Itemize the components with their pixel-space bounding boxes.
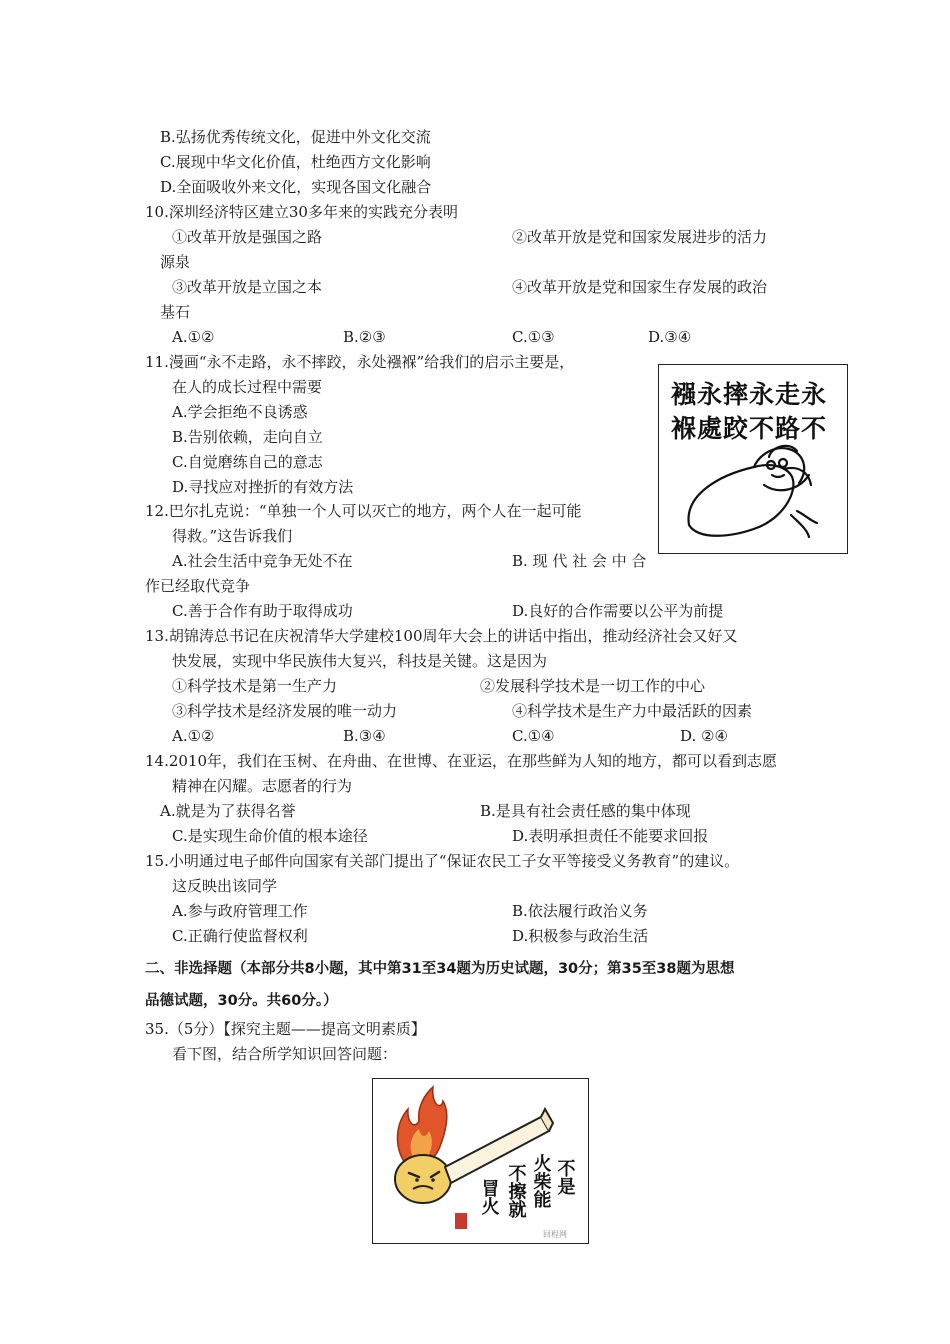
section-2-heading: 二、非选择题（本部分共8小题，其中第31至34题为历史试题，30分；第35至38题为思想 bbox=[145, 961, 735, 977]
q14-option-d: D.表明承担责任不能要求回报 bbox=[512, 827, 709, 845]
q13-statement-1: ①科学技术是第一生产力 bbox=[172, 677, 338, 695]
q15-stem-cont: 这反映出该同学 bbox=[172, 877, 278, 895]
q14-option-a: A.就是为了获得名誉 bbox=[160, 802, 296, 820]
q14-option-b: B.是具有社会责任感的集中体现 bbox=[480, 802, 691, 820]
section-2-heading-cont: 品德试题，30分。共60分。） bbox=[145, 993, 338, 1009]
q15-option-a: A.参与政府管理工作 bbox=[172, 902, 308, 920]
q13-stem: 13.胡锦涛总书记在庆祝清华大学建校100周年大会上的讲话中指出，推动经济社会又好又 bbox=[145, 627, 738, 645]
q9-option-b: B.弘扬优秀传统文化，促进中外文化交流 bbox=[160, 128, 431, 146]
q10-option-c: C.①③ bbox=[512, 328, 555, 346]
q11-option-c: C.自觉磨练自己的意志 bbox=[172, 453, 323, 471]
q13-statement-4: ④科学技术是生产力中最活跃的因素 bbox=[512, 702, 753, 720]
q13-option-d: D. ②④ bbox=[680, 727, 728, 745]
caption-column-3: 不擦就 bbox=[505, 1164, 527, 1218]
q11-stem-cont: 在人的成长过程中需要 bbox=[172, 378, 323, 396]
q15-option-b: B.依法履行政治义务 bbox=[512, 902, 648, 920]
q11-option-b: B.告别依赖，走向自立 bbox=[172, 428, 323, 446]
q10-statement-2-cont: 源泉 bbox=[160, 253, 191, 271]
cartoon-caption-row-2: 褓處跤不路不 bbox=[671, 414, 828, 443]
q11-option-a: A.学会拒绝不良诱惑 bbox=[172, 403, 308, 421]
q10-option-b: B.②③ bbox=[343, 328, 386, 346]
q9-option-c: C.展现中华文化价值，杜绝西方文化影响 bbox=[160, 153, 431, 171]
red-seal-icon bbox=[455, 1213, 467, 1229]
q15-stem: 15.小明通过电子邮件向国家有关部门提出了“保证农民工子女平等接受义务教育”的建议。 bbox=[145, 852, 740, 870]
q12-option-c: C.善于合作有助于取得成功 bbox=[172, 602, 353, 620]
q13-option-c: C.①④ bbox=[512, 727, 555, 745]
q14-stem: 14.2010年，我们在玉树、在舟曲、在世博、在亚运，在那些鲜为人知的地方，都可以看到志愿 bbox=[145, 752, 778, 770]
q15-option-c: C.正确行使监督权利 bbox=[172, 927, 308, 945]
caption-column-4: 冒火 bbox=[478, 1179, 500, 1215]
q12-option-b-cont: 作已经取代竞争 bbox=[145, 577, 251, 595]
cartoon-match bbox=[372, 1078, 589, 1244]
q11-option-d: D.寻找应对挫折的有效方法 bbox=[172, 478, 354, 496]
q11-stem: 11.漫画“永不走路，永不摔跤，永处襁褓”给我们的启示主要是， bbox=[145, 353, 575, 371]
q10-option-a: A.①② bbox=[172, 328, 215, 346]
q12-option-a: A.社会生活中竞争无处不在 bbox=[172, 552, 353, 570]
q35-instruction: 看下图，结合所学知识回答问题： bbox=[172, 1045, 398, 1063]
q10-statement-4-cont: 基石 bbox=[160, 303, 191, 321]
q13-statement-3: ③科学技术是经济发展的唯一动力 bbox=[172, 702, 398, 720]
baby-in-swaddle-icon bbox=[689, 446, 817, 537]
q15-option-d: D.积极参与政治生活 bbox=[512, 927, 649, 945]
cartoon-match-drawing bbox=[373, 1079, 588, 1243]
cartoon-swaddled-baby-drawing bbox=[659, 365, 847, 553]
q12-stem-cont: 得救。”这告诉我们 bbox=[172, 527, 293, 545]
cartoon-swaddled-baby bbox=[658, 364, 848, 554]
cartoon-caption-row-1: 襁永摔永走永 bbox=[671, 380, 828, 409]
q9-option-d: D.全面吸收外来文化，实现各国文化融合 bbox=[160, 178, 432, 196]
q14-stem-cont: 精神在闪耀。志愿者的行为 bbox=[172, 777, 353, 795]
caption-column-1: 不是 bbox=[554, 1159, 576, 1195]
q10-option-d: D.③④ bbox=[648, 328, 692, 346]
match-head-face-icon bbox=[395, 1155, 451, 1203]
q12-option-d: D.良好的合作需要以公平为前提 bbox=[512, 602, 724, 620]
q14-option-c: C.是实现生命价值的根本途径 bbox=[172, 827, 368, 845]
q13-statement-2: ②发展科学技术是一切工作的中心 bbox=[480, 677, 706, 695]
q10-stem: 10.深圳经济特区建立30多年来的实践充分表明 bbox=[145, 203, 458, 221]
q35-header: 35.（5分）【探究主题——提高文明素质】 bbox=[145, 1020, 426, 1038]
q10-statement-4: ④改革开放是党和国家生存发展的政治 bbox=[512, 278, 768, 296]
q13-option-b: B.③④ bbox=[343, 727, 386, 745]
q10-statement-1: ①改革开放是强国之路 bbox=[172, 228, 323, 246]
q13-stem-cont: 快发展，实现中华民族伟大复兴，科技是关键。这是因为 bbox=[172, 652, 548, 670]
caption-column-2: 火柴能 bbox=[530, 1154, 552, 1208]
watermark-text: 回程网 bbox=[543, 1230, 567, 1239]
q13-option-a: A.①② bbox=[172, 727, 215, 745]
q10-statement-3: ③改革开放是立国之本 bbox=[172, 278, 323, 296]
q12-option-b: B. 现 代 社 会 中 合 bbox=[512, 552, 647, 570]
q12-stem: 12.巴尔扎克说：“单独一个人可以灭亡的地方，两个人在一起可能 bbox=[145, 502, 582, 520]
q10-statement-2: ②改革开放是党和国家发展进步的活力 bbox=[512, 228, 768, 246]
